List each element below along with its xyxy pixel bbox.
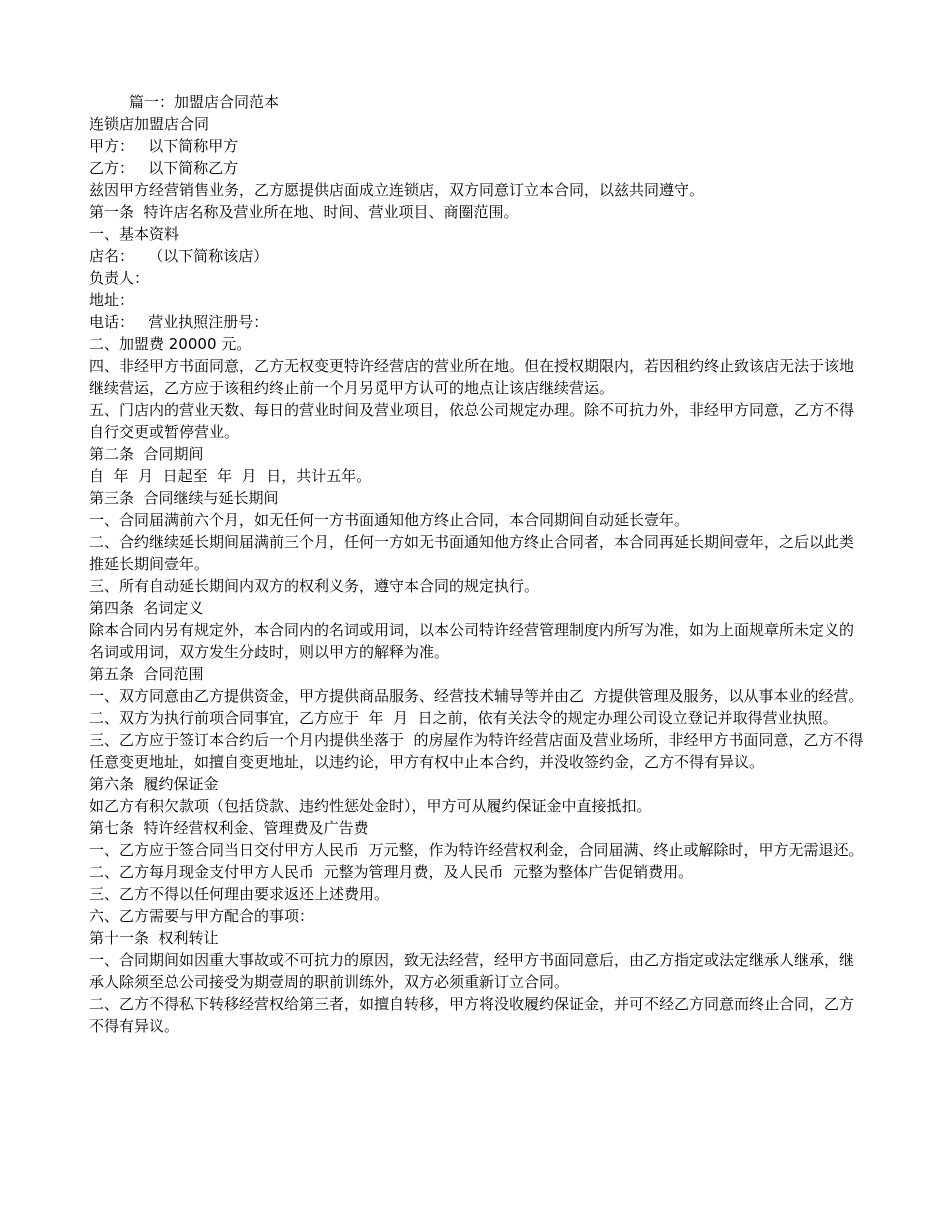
contract-title: 连锁店加盟店合同: [89, 115, 210, 133]
article-3-clause-2: 二、合约继续延长期间届满前三个月，任何一方如无书面通知他方终止合同者，本合同再延长期间壹年，之后以此类推延长期间壹年。: [89, 533, 855, 573]
store-name-line: 店名： （以下简称该店）: [89, 247, 269, 265]
business-hours-paragraph: 五、门店内的营业天数、每日的营业时间及营业项目，依总公司规定办理。除不可抗力外，非经甲方同意，乙方不得自行交更或暂停营业。: [89, 401, 855, 441]
phone-license-line: 电话： 营业执照注册号：: [89, 313, 269, 331]
article-11-clause-2: 二、乙方不得私下转移经营权给第三者，如擅自转移，甲方将没收履约保证金，并可不经乙方同意而终止合同，乙方不得有异议。: [89, 995, 855, 1035]
article-5-clause-3: 三、乙方应于签订本合约后一个月内提供坐落于 的房屋作为特许经营店面及营业场所，非经甲方书面同意，乙方不得任意变更地址，如擅自变更地址，以违约论，甲方有权中止本合约，并没收签约金，乙方不得有异议。: [89, 731, 864, 771]
article-7-clause-3: 三、乙方不得以任何理由要求返还上述费用。: [89, 885, 390, 903]
article-4-heading: 第四条 名词定义: [89, 599, 204, 617]
responsible-person-line: 负责人：: [89, 269, 150, 287]
document-heading: 篇一：加盟店合同范本: [129, 93, 280, 111]
article-5-clause-2: 二、双方为执行前项合同事宜，乙方应于 年 月 日之前，依有关法令的规定办理公司设立登记并取得营业执照。: [89, 709, 838, 727]
article-11-heading: 第十一条 权利转让: [89, 929, 219, 947]
article-6-paragraph: 如乙方有积欠款项（包括贷款、违约性惩处金时），甲方可从履约保证金中直接抵扣。: [89, 797, 652, 815]
article-4-paragraph: 除本合同内另有规定外，本合同内的名词或用词，以本公司特许经营管理制度内所写为准，如为上面规章所未定义的名词或用词，双方发生分歧时，则以甲方的解释为准。: [89, 621, 855, 661]
address-line: 地址：: [89, 291, 135, 309]
party-b-line: 乙方： 以下简称乙方: [89, 159, 239, 177]
article-3-clause-3: 三、所有自动延长期间内双方的权利义务，遵守本合同的规定执行。: [89, 577, 540, 595]
article-7-clause-1: 一、乙方应于签合同当日交付甲方人民币 万元整，作为特许经营权利金，合同届满、终止或解除时，甲方无需退还。: [89, 841, 864, 859]
article-7-clause-2: 二、乙方每月现金支付甲方人民币 元整为管理月费，及人民币 元整为整体广告促销费用。: [89, 863, 694, 881]
article-5-clause-1: 一、双方同意由乙方提供资金，甲方提供商品服务、经营技术辅导等并由乙 方提供管理及服务，以从事本业的经营。: [89, 687, 864, 705]
article-6-heading: 第六条 履约保证金: [89, 775, 219, 793]
article-2-heading: 第二条 合同期间: [89, 445, 204, 463]
article-3-heading: 第三条 合同继续与延长期间: [89, 489, 279, 507]
franchise-fee-line: 二、加盟费 20000 元。: [89, 335, 252, 353]
contract-period-line: 自 年 月 日起至 年 月 日，共计五年。: [89, 467, 372, 485]
preamble-paragraph: 兹因甲方经营销售业务，乙方愿提供店面成立连锁店，双方同意订立本合同，以兹共同遵守。: [89, 181, 705, 199]
contract-document: [89, 91, 864, 1037]
article-7-heading: 第七条 特许经营权利金、管理费及广告费: [89, 819, 369, 837]
article-5-heading: 第五条 合同范围: [89, 665, 204, 683]
cooperation-heading: 六、乙方需要与甲方配合的事项：: [89, 907, 315, 925]
article-1-heading: 第一条 特许店名称及营业所在地、时间、营业项目、商圈范围。: [89, 203, 519, 221]
basic-info-heading: 一、基本资料: [89, 225, 180, 243]
article-3-clause-1: 一、合同届满前六个月，如无任何一方书面通知他方终止合同，本合同期间自动延长壹年。: [89, 511, 690, 529]
party-a-line: 甲方： 以下简称甲方: [89, 137, 239, 155]
article-11-clause-1: 一、合同期间如因重大事故或不可抗力的原因，致无法经营，经甲方书面同意后，由乙方指定或法定继承人继承，继承人除须至总公司接受为期壹周的职前训练外，双方必须重新订立合同。: [89, 951, 855, 991]
location-change-paragraph: 四、非经甲方书面同意，乙方无权变更特许经营店的营业所在地。但在授权期限内，若因租约终止致该店无法于该地继续营运，乙方应于该租约终止前一个月另觅甲方认可的地点让该店继续营运。: [89, 357, 855, 397]
